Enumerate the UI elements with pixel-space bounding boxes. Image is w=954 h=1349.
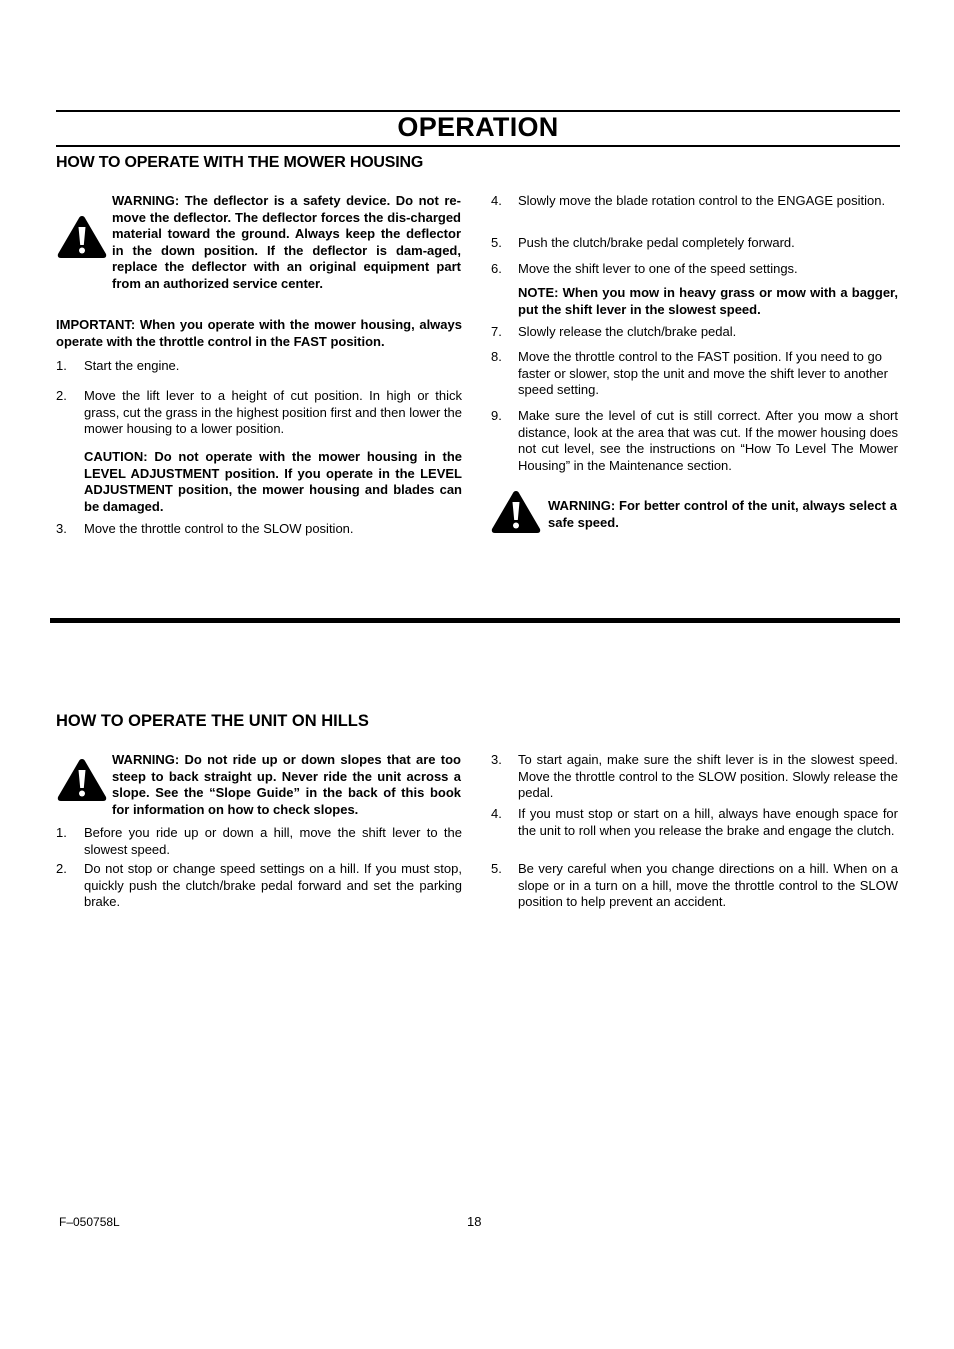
step-number: 1. (56, 825, 67, 840)
step-number: 5. (491, 861, 502, 876)
step-text: Move the throttle control to the SLOW position. (84, 521, 354, 536)
step-text: Move the shift lever to one of the speed settings. (518, 261, 798, 276)
step-text: Slowly move the blade rotation control to the ENGAGE position. (518, 193, 886, 208)
step-number: 6. (491, 261, 502, 276)
step-text: Before you ride up or down a hill, move the shift lever to the slowest speed. (84, 825, 462, 857)
step-text: Push the clutch/brake pedal completely forward. (518, 235, 795, 250)
step-text: Move the lift lever to a height of cut position. In high or thick grass, cut the grass in the highest position first and then lower the mower housing to a lower position. (84, 388, 462, 436)
step-text: Move the throttle control to the FAST position. If you need to go faster or slower, stop the unit and move the shift lever to another speed setting. (518, 349, 888, 397)
step-number: 2. (56, 861, 67, 876)
warning-triangle-icon (490, 489, 542, 535)
step-text: Do not stop or change speed settings on a hill. If you must stop, quickly push the clutch/brake pedal forward and set the parking brake. (84, 861, 462, 909)
step-number: 1. (56, 358, 67, 373)
step-number: 7. (491, 324, 502, 339)
step-number: 3. (491, 752, 502, 767)
step-number: 9. (491, 408, 502, 423)
warning-triangle-icon (56, 757, 108, 803)
step-number: 4. (491, 193, 502, 208)
step-text: Make sure the level of cut is still correct. After you mow a short distance, look at the area that was cut. If the mower housing does not cut level, see the instructions on “How To Level The Mower Housing” in the Maintenance section. (518, 408, 898, 473)
caution-note: CAUTION: Do not operate with the mower housing in the LEVEL ADJUSTMENT position. If you operate in the LEVEL ADJUSTMENT position, the mower housing and blades can be damaged. (84, 449, 462, 514)
step-text: To start again, make sure the shift lever is in the slowest speed. Move the throttle control to the SLOW position. Slowly release the pedal. (518, 752, 898, 800)
section1-warning-text: WARNING: The deflector is a safety device. Do not re-move the deflector. The deflector forces the dis-charged material toward the ground. Always keep the deflector in the down position. If the deflector is dam-aged, replace the deflector with an original equipment part from an authorized service center. (112, 193, 461, 291)
step-text: Be very careful when you change directions on a hill. When on a slope or in a turn on a hill, move the throttle control to the SLOW position to help prevent an accident. (518, 861, 898, 909)
step-number: 4. (491, 806, 502, 821)
title-bottom-rule (56, 145, 900, 147)
step-number: 3. (56, 521, 67, 536)
page-title: OPERATION (397, 112, 559, 142)
note-text: NOTE: When you mow in heavy grass or mow with a bagger, put the shift lever in the slowest speed. (518, 285, 898, 317)
section2-heading: HOW TO OPERATE THE UNIT ON HILLS (56, 712, 369, 730)
speed-warning-text: WARNING: For better control of the unit, always select a safe speed. (548, 498, 897, 530)
section2-warning-text: WARNING: Do not ride up or down slopes that are too steep to back straight up. Never ride the unit across a slope. See the “Slope Guide” in the back of this book for information on how to check slopes. (112, 752, 461, 817)
step-text: Start the engine. (84, 358, 180, 373)
step-number: 5. (491, 235, 502, 250)
step-number: 8. (491, 349, 502, 364)
document-code: F–050758L (59, 1215, 120, 1229)
section-divider (50, 618, 900, 623)
page-number: 18 (467, 1214, 482, 1229)
important-note: IMPORTANT: When you operate with the mower housing, always operate with the throttle control in the FAST position. (56, 317, 462, 349)
step-text: If you must stop or start on a hill, always have enough space for the unit to roll when you release the brake and engage the clutch. (518, 806, 898, 838)
step-text: Slowly release the clutch/brake pedal. (518, 324, 737, 339)
warning-triangle-icon (56, 214, 108, 260)
step-number: 2. (56, 388, 67, 403)
section1-heading: HOW TO OPERATE WITH THE MOWER HOUSING (56, 154, 424, 171)
